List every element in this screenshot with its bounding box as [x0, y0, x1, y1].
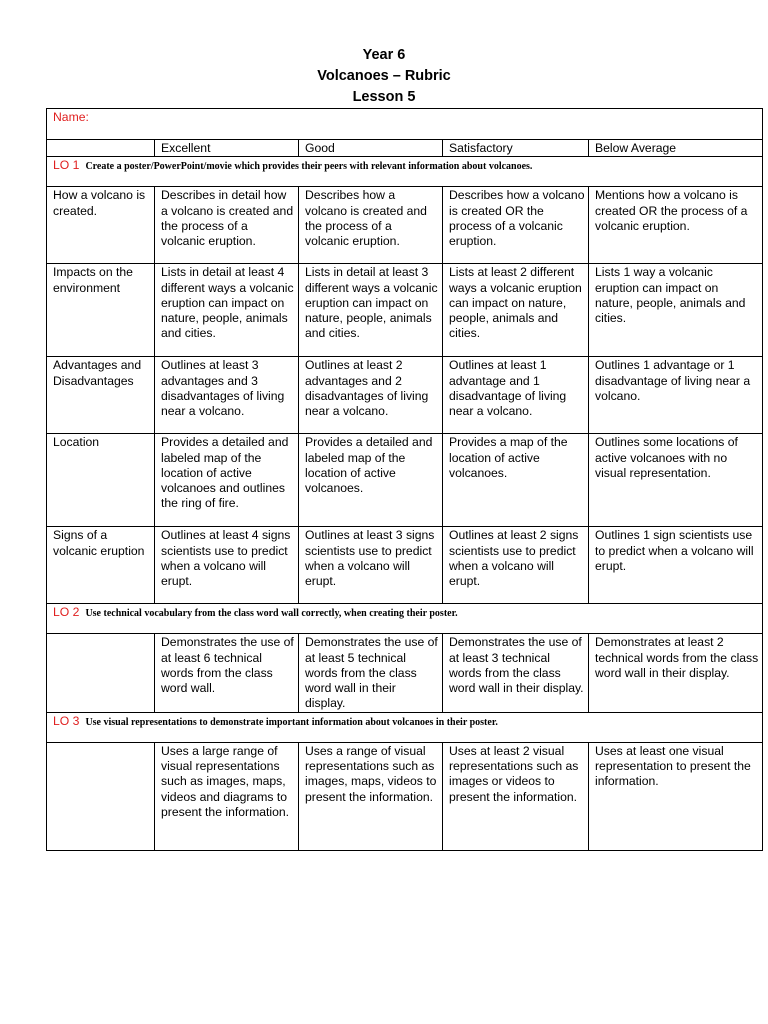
lo2-label: LO 2 — [53, 605, 80, 620]
criterion-cell: Impacts on the environment — [47, 264, 155, 357]
criterion-cell: How a volcano is created. — [47, 187, 155, 264]
level-header-satisfactory: Satisfactory — [443, 140, 589, 157]
header-year: Year 6 — [362, 47, 406, 63]
criterion-cell: Advantages and Disadvantages — [47, 357, 155, 434]
rubric-cell: Provides a detailed and labeled map of the location of active volcanoes and outlines the ring of fire. — [155, 434, 299, 527]
level-header-good: Good — [299, 140, 443, 157]
rubric-cell: Demonstrates the use of at least 5 technical words from the class word wall in their display. — [299, 634, 443, 712]
lo3-cell — [47, 712, 763, 742]
rubric-cell: Demonstrates at least 2 technical words from the class word wall in their display. — [589, 634, 763, 712]
lo1-row — [47, 157, 763, 187]
rubric-cell: Outlines at least 1 advantage and 1 disadvantage of living near a volcano. — [443, 357, 589, 434]
table-row — [47, 527, 763, 604]
rubric-cell: Outlines some locations of active volcanoes with no visual representation. — [589, 434, 763, 527]
rubric-cell: Outlines at least 2 signs scientists use to predict when a volcano will erupt. — [443, 527, 589, 604]
lo1-label: LO 1 — [53, 158, 80, 173]
rubric-cell: Outlines at least 3 signs scientists use to predict when a volcano will erupt. — [299, 527, 443, 604]
level-header-excellent: Excellent — [155, 140, 299, 157]
rubric-cell: Uses a large range of visual representations such as images, maps, videos and diagrams to present the information. — [155, 742, 299, 850]
rubric-cell: Outlines 1 sign scientists use to predict when a volcano will erupt. — [589, 527, 763, 604]
rubric-cell: Describes how a volcano is created OR the process of a volcanic eruption. — [443, 187, 589, 264]
rubric-cell: Demonstrates the use of at least 6 technical words from the class word wall. — [155, 634, 299, 712]
table-row — [47, 264, 763, 357]
table-row — [47, 742, 763, 850]
lo2-row — [47, 604, 763, 634]
criterion-cell: Location — [47, 434, 155, 527]
rubric-cell: Lists in detail at least 4 different ways a volcanic eruption can impact on nature, people, animals and cities. — [155, 264, 299, 357]
table-row — [47, 634, 763, 712]
rubric-cell: Lists at least 2 different ways a volcanic eruption can impact on nature, people, animals and cities. — [443, 264, 589, 357]
lo1-text: Create a poster/PowerPoint/movie which provides their peers with relevant information about volcanoes. — [85, 161, 533, 173]
name-row — [47, 109, 763, 140]
criterion-cell: Signs of a volcanic eruption — [47, 527, 155, 604]
rubric-cell: Outlines at least 2 advantages and 2 disadvantages of living near a volcano. — [299, 357, 443, 434]
lo3-label: LO 3 — [53, 713, 80, 728]
lo1-cell — [47, 157, 763, 187]
rubric-cell: Mentions how a volcano is created OR the process of a volcanic eruption. — [589, 187, 763, 264]
rubric-table — [46, 108, 763, 851]
rubric-cell: Uses a range of visual representations such as images, maps, videos to present the information. — [299, 742, 443, 850]
level-header-below-average: Below Average — [589, 140, 763, 157]
rubric-cell: Lists in detail at least 3 different ways a volcanic eruption can impact on nature, people, animals and cities. — [299, 264, 443, 357]
level-header-row — [47, 140, 763, 157]
criterion-header-cell — [47, 140, 155, 157]
document-header — [0, 45, 768, 108]
table-row — [47, 187, 763, 264]
rubric-cell: Outlines 1 advantage or 1 disadvantage of living near a volcano. — [589, 357, 763, 434]
lo3-text: Use visual representations to demonstrate important information about volcanoes in their poster. — [85, 716, 498, 728]
table-row — [47, 434, 763, 527]
lo3-row — [47, 712, 763, 742]
rubric-cell: Uses at least one visual representation to present the information. — [589, 742, 763, 850]
lo2-cell — [47, 604, 763, 634]
rubric-cell: Describes in detail how a volcano is created and the process of a volcanic eruption. — [155, 187, 299, 264]
rubric-cell: Outlines at least 3 advantages and 3 disadvantages of living near a volcano. — [155, 357, 299, 434]
criterion-cell — [47, 742, 155, 850]
header-title: Volcanoes – Rubric — [317, 68, 451, 84]
lo2-text: Use technical vocabulary from the class word wall correctly, when creating their poster. — [85, 608, 458, 620]
rubric-cell: Uses at least 2 visual representations such as images or videos to present the information. — [443, 742, 589, 850]
rubric-cell: Describes how a volcano is created and the process of a volcanic eruption. — [299, 187, 443, 264]
criterion-cell — [47, 634, 155, 712]
header-lesson: Lesson 5 — [352, 89, 416, 105]
rubric-cell: Outlines at least 4 signs scientists use to predict when a volcano will erupt. — [155, 527, 299, 604]
name-label: Name: — [53, 110, 89, 124]
rubric-cell: Provides a map of the location of active volcanoes. — [443, 434, 589, 527]
rubric-cell: Demonstrates the use of at least 3 technical words from the class word wall in their display. — [443, 634, 589, 712]
name-field[interactable] — [47, 109, 763, 140]
rubric-cell: Lists 1 way a volcanic eruption can impact on nature, people, animals and cities. — [589, 264, 763, 357]
rubric-cell: Provides a detailed and labeled map of the location of active volcanoes. — [299, 434, 443, 527]
table-row — [47, 357, 763, 434]
